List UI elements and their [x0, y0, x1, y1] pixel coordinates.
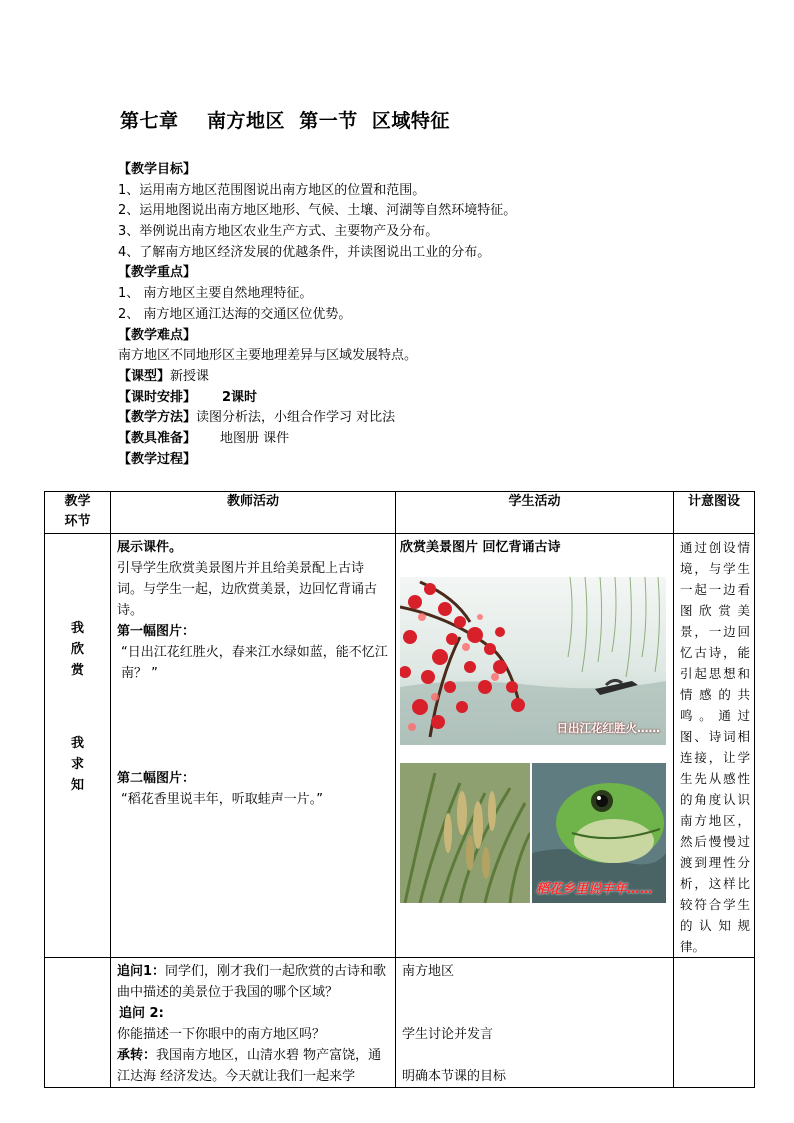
- rice-plant-illustration: [400, 763, 530, 903]
- stage-char: 欣: [70, 642, 84, 657]
- stage-seek-knowledge: [45, 681, 110, 796]
- header-stage-line1: 教学: [64, 494, 91, 509]
- header-student: [396, 492, 674, 534]
- goal-item: 1、运用南方地区范围图说出南方地区的位置和范围。: [118, 182, 426, 198]
- stage-char: 我: [70, 621, 84, 636]
- picture2-quote: “稻花香里说丰年，听取蛙声一片。”: [121, 792, 323, 807]
- student-answer: 南方地区: [402, 964, 455, 979]
- stage-char: 我: [70, 736, 84, 751]
- transition-label: 承转：: [117, 1048, 157, 1063]
- student-answer: 学生讨论并发言: [402, 1027, 494, 1042]
- student-activity-cell: [396, 958, 674, 1088]
- lesson-intro: [118, 160, 718, 470]
- lesson-type-label: 【课型】: [118, 368, 171, 384]
- difficulty-text: 南方地区不同地形区主要地理差异与区域发展特点。: [118, 348, 418, 364]
- teacher-activity-cell: [111, 958, 396, 1088]
- student-answer: 明确本节课的目标: [402, 1069, 507, 1084]
- teaching-method-label: 【教学方法】: [118, 410, 197, 426]
- header-design: [674, 492, 755, 534]
- teaching-tools: [118, 429, 718, 450]
- key-point-item: 1、 南方地区主要自然地理特征。: [118, 286, 313, 302]
- student-activity-cell: [396, 534, 674, 958]
- followup1-text: 同学们，刚才我们一起欣赏的古诗和歌曲中描述的美景位于我国的哪个区域？: [117, 964, 387, 1000]
- picture1-caption: 日出江花红胜火……: [556, 721, 660, 735]
- goals-heading: 【教学目标】: [118, 162, 197, 177]
- key-points-heading: 【教学重点】: [118, 265, 197, 281]
- table-header-row: [45, 492, 755, 534]
- table-row: [45, 534, 755, 958]
- followup2-text: 你能描述一下你眼中的南方地区吗？: [117, 1027, 326, 1042]
- teaching-tools-label: 【教具准备】: [118, 430, 197, 446]
- header-design-label: 计意图设: [687, 494, 740, 509]
- followup1-label: 追问1：: [117, 964, 166, 979]
- picture2-caption: 稻花乡里说丰年……: [536, 882, 654, 897]
- lesson-type: [118, 367, 718, 388]
- stage-char: 赏: [70, 663, 84, 678]
- design-intent-cell: 通过创设情境，与学生一起一边看图欣赏美景，一边回忆古诗，能引起思想和情感的共鸣。通过图、诗词相连接，让学生先从感性的角度认识南方地区，然后慢慢过渡到理性分析，这样比较符合学生的认知规律。: [674, 534, 755, 958]
- goal-item: 3、举例说出南方地区农业生产方式、主要物产及分布。: [118, 224, 439, 240]
- lesson-hours-label: 【课时安排】: [118, 389, 197, 405]
- river-blossom-image: [400, 577, 666, 745]
- page-title: 第七章 南方地区 第一节 区域特征: [120, 110, 450, 132]
- stage-char: 知: [70, 778, 84, 793]
- header-student-label: 学生活动: [508, 494, 561, 509]
- header-stage-line2: 环节: [64, 514, 91, 529]
- header-stage: [45, 492, 111, 534]
- design-intent-cell-empty: [674, 958, 755, 1088]
- student-heading: 欣赏美景图片 回忆背诵古诗: [400, 540, 561, 555]
- stage-cell: [45, 534, 111, 958]
- transition-text: 我国南方地区，山清水碧 物产富饶，通江达海 经济发达。今天就让我们一起来学: [117, 1048, 382, 1084]
- teacher-heading: 展示课件。: [117, 540, 183, 555]
- goal-item: 2、运用地图说出南方地区地形、气候、土壤、河湖等自然环境特征。: [118, 203, 517, 219]
- table-row: [45, 958, 755, 1088]
- key-point-item: 2、 南方地区通江达海的交通区位优势。: [118, 306, 352, 322]
- lesson-hours-value: 2课时: [222, 389, 258, 405]
- picture2-label: 第二幅图片：: [117, 771, 196, 786]
- teaching-method-value: 读图分析法，小组合作学习 对比法: [196, 410, 396, 426]
- teacher-activity-cell: [111, 534, 396, 958]
- stage-appreciate: [45, 534, 110, 681]
- lesson-hours: [118, 388, 718, 409]
- picture1-quote: “日出江花红胜火，春来江水绿如蓝，能不忆江南？ ”: [121, 645, 388, 681]
- teaching-method: [118, 408, 718, 429]
- rice-plant-image: [400, 763, 530, 903]
- stage-cell-empty: [45, 958, 111, 1088]
- stage-char: 求: [70, 757, 84, 772]
- header-teacher: [111, 492, 396, 534]
- followup2-label: 追问 2:: [119, 1006, 164, 1021]
- difficulty-heading: 【教学难点】: [118, 327, 197, 343]
- lesson-type-value: 新授课: [170, 368, 210, 384]
- process-heading: 【教学过程】: [118, 451, 197, 467]
- lesson-process-table: [44, 491, 755, 1088]
- student-activity-content: [396, 537, 673, 897]
- teaching-tools-value: 地图册 课件: [220, 430, 290, 446]
- goal-item: 4、了解南方地区经济发展的优越条件，并读图说出工业的分布。: [118, 244, 491, 260]
- picture1-label: 第一幅图片：: [117, 624, 196, 639]
- header-teacher-label: 教师活动: [226, 494, 279, 509]
- teacher-intro: 引导学生欣赏美景图片并且给美景配上古诗词。与学生一起，边欣赏美景，边回忆背诵古诗。: [117, 561, 378, 618]
